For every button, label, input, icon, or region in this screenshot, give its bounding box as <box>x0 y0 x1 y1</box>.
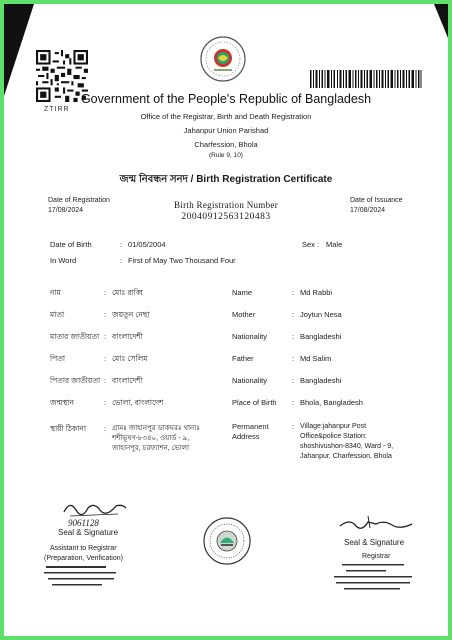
address-bn-label: স্থায়ী ঠিকানা <box>50 424 87 433</box>
address-en-line: Office&police Station: <box>300 433 367 440</box>
separator: : <box>292 376 295 385</box>
field-en-label: Mother <box>232 310 256 319</box>
certificate-title-separator: / <box>190 174 194 185</box>
union-parishad: Jahanpur Union Parishad <box>183 126 269 135</box>
address-en-label: Address <box>232 432 260 441</box>
field-bn-value: ভোলা, বাংলাদেশ <box>112 398 164 407</box>
assistant-role: Assistant to Registrar <box>50 545 117 552</box>
date-of-birth: 01/05/2004 <box>128 240 166 249</box>
registrar-stamp <box>332 562 416 596</box>
separator: : <box>104 424 107 433</box>
address-en-line: Village:jahanpur Post <box>300 423 367 430</box>
field-en-value: Md Rabbi <box>300 288 333 297</box>
field-bn-label: মাতা <box>50 310 65 319</box>
field-en-value: Bangladeshi <box>300 376 342 385</box>
office-title: Office of the Registrar, Birth and Death Registration <box>140 112 312 121</box>
certificate-title <box>4 172 448 189</box>
scan-corner-right <box>434 4 448 38</box>
government-emblem-icon <box>200 36 246 82</box>
separator: : <box>292 398 295 407</box>
separator: : <box>104 398 107 407</box>
separator: : <box>104 288 107 297</box>
separator: : <box>292 332 295 341</box>
address-en-line: shoshivushon-8340, Ward - 9, <box>300 443 394 450</box>
registrar-signature-icon <box>338 512 416 534</box>
location: Charfession, Bhola <box>194 140 258 149</box>
field-bn-label: নাম <box>50 288 61 297</box>
sex-label: Sex : <box>302 240 320 249</box>
address-en-label: Permanent <box>232 422 269 431</box>
separator: : <box>104 376 107 385</box>
address-bn-line: গ্রামঃ জাহানপুর ডাকঘরঃ থানাঃ <box>112 425 200 432</box>
field-en-value: Md Salim <box>300 354 332 363</box>
date-of-issuance-label: Date of Issuance <box>350 197 403 204</box>
field-en-label: Name <box>232 288 253 297</box>
field-en-label: Nationality <box>232 376 268 385</box>
rule-reference: (Rule 9, 10) <box>209 152 243 159</box>
in-word-label: In Word <box>50 256 77 265</box>
field-bn-value: মোঃ রাব্বি <box>112 288 143 297</box>
address-bn-line: শশীভূষণ-৮৩৪০, ওয়ার্ড - ৯, <box>112 435 190 442</box>
certificate-title-bangla: জন্ম নিবন্ধন সনদ <box>119 174 188 185</box>
field-en-value: Joytun Nesa <box>300 310 342 319</box>
separator: : <box>292 288 295 297</box>
date-of-registration-label: Date of Registration <box>48 197 110 204</box>
separator: : <box>104 354 107 363</box>
separator: : <box>292 422 295 431</box>
field-bn-value: জয়তুন নেছা <box>112 310 150 319</box>
field-bn-label: মাতার জাতীয়তা <box>50 332 100 341</box>
certificate-paper <box>4 4 448 636</box>
field-bn-label: পিতা <box>50 354 66 363</box>
in-word-value: First of May Two Thousand Four <box>128 256 236 265</box>
address-en-line: Jahanpur, Charfession, Bhola <box>300 453 392 460</box>
field-bn-value: বাংলাদেশী <box>112 332 143 341</box>
registrar-role: Registrar <box>362 553 391 560</box>
address-bn-line: জাহানপুর, চরফ্যাশন, ভোলা <box>112 445 190 452</box>
field-en-value: Bhola, Bangladesh <box>300 398 363 407</box>
assistant-signature-icon <box>60 498 130 520</box>
separator: : <box>120 240 123 249</box>
barcode <box>310 70 422 88</box>
official-seal-icon <box>202 516 252 566</box>
qr-code-id: ZTIRR <box>44 106 70 113</box>
government-title: Government of the People's Republic of Bangladesh <box>80 92 372 106</box>
assistant-role-detail: (Preparation, Verification) <box>44 555 123 562</box>
separator: : <box>104 310 107 319</box>
field-bn-value: মোঃ সেলিম <box>112 354 148 363</box>
field-en-value: Bangladeshi <box>300 332 342 341</box>
field-bn-label: পিতার জাতীয়তা <box>50 376 101 385</box>
separator: : <box>292 354 295 363</box>
registration-number-label: Birth Registration Number <box>174 200 278 210</box>
registrar-seal-signature: Seal & Signature <box>344 538 405 547</box>
separator: : <box>120 256 123 265</box>
registration-number: 20040912563120483 <box>181 212 271 222</box>
assistant-stamp <box>42 564 122 592</box>
certificate-title-english: Birth Registration Certificate <box>196 174 333 185</box>
field-en-label: Nationality <box>232 332 268 341</box>
assistant-handwriting: 9061128 <box>68 518 99 528</box>
field-bn-label: জন্মস্থান <box>50 398 75 407</box>
separator: : <box>292 310 295 319</box>
date-of-registration: 17/08/2024 <box>48 207 84 214</box>
assistant-seal-signature: Seal & Signature <box>58 528 119 537</box>
field-en-label: Place of Birth <box>232 398 277 407</box>
separator: : <box>104 332 107 341</box>
field-bn-value: বাংলাদেশী <box>112 376 143 385</box>
date-of-birth-label: Date of Birth <box>50 240 92 249</box>
sex-value: Male <box>326 240 343 249</box>
scan-corner-left <box>4 4 34 96</box>
field-en-label: Father <box>232 354 254 363</box>
date-of-issuance: 17/08/2024 <box>350 207 386 214</box>
